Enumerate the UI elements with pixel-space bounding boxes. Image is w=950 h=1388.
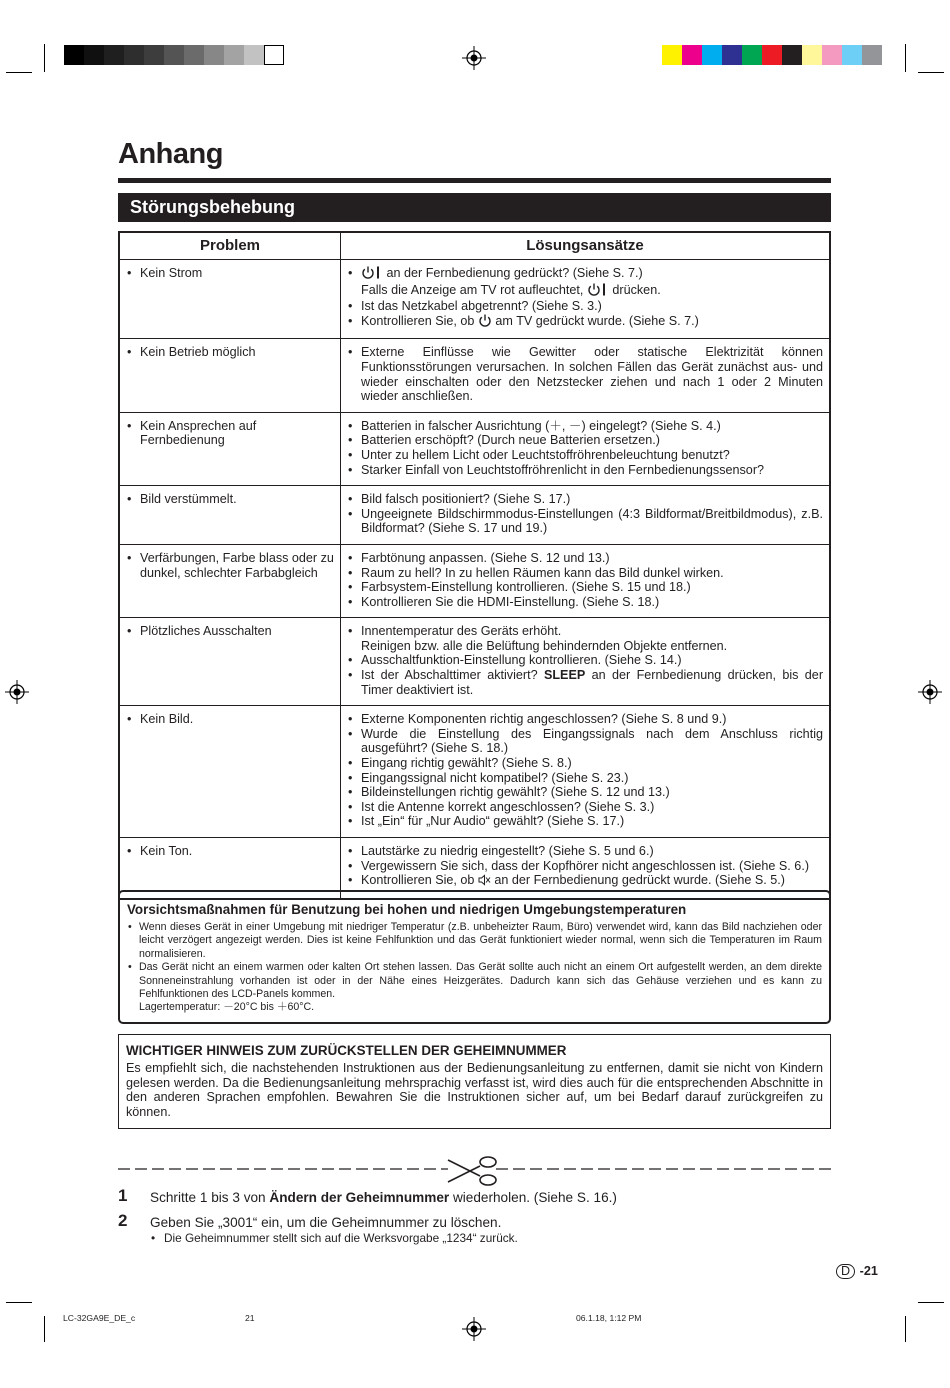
color-swatch: [662, 45, 682, 65]
color-swatch: [782, 45, 802, 65]
scissors-icon: [446, 1152, 500, 1186]
color-swatch: [682, 45, 702, 65]
registration-mark-icon: [5, 680, 29, 704]
color-swatch: [842, 45, 862, 65]
table-row: [119, 412, 830, 485]
list-item: • Externe Einflüsse wie Gewitter oder statische Elektrizität können Funktionsstörungen verursachen. In solchen Fällen das Gerät zunächst aus- und wieder einschalten oder den Netzstecker ziehen und nach 1 oder 2 Minuten wieder anschließen.: [347, 345, 823, 403]
problem-cell: [119, 260, 341, 339]
table-row: [119, 260, 830, 339]
problem-text: • Verfärbungen, Farbe blass oder zu dunkel, schlechter Farbabgleich: [126, 551, 334, 580]
color-swatch: [862, 45, 882, 65]
table-row: [119, 339, 830, 412]
gray-swatch: [264, 45, 284, 65]
solution-cell: [341, 544, 831, 617]
problem-cell: [119, 618, 341, 706]
list-item: • Wenn dieses Gerät in einer Umgebung mit niedriger Temperatur (z.B. unbeheizter Raum, Büro) verwendet wird, kann das Bild nachziehen oder leicht verzögert angezeigt werden. Dies ist keine Fehlfunktion und das Gerät funktioniert wieder normal, wenn sich die Temperaturen im Raum normalisieren.: [127, 921, 822, 961]
column-header-solution: Lösungsansätze: [341, 232, 831, 260]
solution-cell: [341, 412, 831, 485]
list-item: • Kontrollieren Sie die HDMI-Einstellung. (Siehe S. 18.): [347, 595, 823, 610]
crop-mark: [918, 72, 944, 73]
list-item: • Bild falsch positioniert? (Siehe S. 17.): [347, 492, 823, 507]
crop-mark: [918, 1302, 944, 1303]
problem-cell: [119, 544, 341, 617]
footer-date: 06.1.18, 1:12 PM: [576, 1313, 642, 1323]
caution-box: [118, 890, 831, 1024]
footer-page: 21: [245, 1313, 255, 1323]
problem-cell: [119, 412, 341, 485]
solution-cell: [341, 706, 831, 838]
caution-title: Vorsichtsmaßnahmen für Benutzung bei hohen und niedrigen Umgebungstemperaturen: [127, 902, 687, 917]
color-swatch: [702, 45, 722, 65]
gray-swatch: [104, 45, 124, 65]
list-item: • Innentemperatur des Geräts erhöht. Reinigen bzw. alle die Belüftung behindernden Objekte entfernen.: [347, 624, 823, 653]
column-header-problem: Problem: [119, 232, 341, 260]
gray-swatch: [244, 45, 264, 65]
list-item: • Farbtönung anpassen. (Siehe S. 12 und 13.): [347, 551, 823, 566]
table-row: [119, 544, 830, 617]
list-item: • Wurde die Einstellung des Eingangssignals nach dem Anschluss richtig ausgeführt? (Siehe S. 18.): [347, 727, 823, 756]
problem-text: • Kein Ansprechen auf Fernbedienung: [126, 419, 334, 448]
solution-cell: [341, 618, 831, 706]
problem-text: • Kein Strom: [126, 266, 334, 281]
color-swatch: [722, 45, 742, 65]
list-item: • Raum zu hell? In zu hellen Räumen kann das Bild dunkel wirken.: [347, 566, 823, 581]
list-item: • Batterien in falscher Ausrichtung (＋, －) eingelegt? (Siehe S. 4.): [347, 419, 823, 434]
troubleshooting-table: [118, 231, 831, 900]
pin-reset-notice: [118, 1034, 831, 1129]
list-item: • Das Gerät nicht an einem warmen oder kalten Ort stehen lassen. Das Gerät sollte auch nicht an einem Ort aufgestellt werden, an dem direkte Sonneneinstrahlung vorhanden ist oder in der Nähe eines Heizgerätes. Dadurch kann sich das Gehäuse verziehen und es kann zu Fehlfunktionen des LCD-Panels kommen.: [127, 961, 822, 1001]
list-item: • Ungeeignete Bildschirmmodus-Einstellungen (4:3 Bildformat/Breitbildmodus), z.B. Bildformat? (Siehe S. 17 und 19.): [347, 507, 823, 536]
footer-filename: LC-32GA9E_DE_c: [63, 1313, 136, 1323]
problem-text: • Bild verstümmelt.: [126, 492, 334, 507]
step-number: 1: [118, 1186, 128, 1205]
list-item: • Eingangssignal nicht kompatibel? (Siehe S. 23.): [347, 771, 823, 786]
notice-text: Es empfiehlt sich, die nachstehenden Instruktionen aus der Bedienungsanleitung zu entfernen, damit sie nicht von Kindern gelesen werden. Da die Bedienungsanleitung mehrsprachig verfasst ist, wird dies auch für die entsprechenden Abschnitte in den anderen Sprachen empfohlen. Bewahren Sie die Instruktionen sicher auf, um bei Bedarf darauf zurückgreifen zu können.: [126, 1061, 823, 1119]
gray-swatch: [204, 45, 224, 65]
color-swatch: [742, 45, 762, 65]
section-heading: Störungsbehebung: [118, 193, 831, 222]
solution-cell: [341, 339, 831, 412]
crop-mark: [6, 72, 32, 73]
problem-text: • Kein Ton.: [126, 844, 334, 859]
gray-swatch: [124, 45, 144, 65]
registration-mark-icon: [462, 1317, 486, 1341]
power-button-icon: [587, 283, 609, 300]
list-item: • Ausschaltfunktion-Einstellung kontrollieren. (Siehe S. 14.): [347, 653, 823, 668]
solution-cell: [341, 486, 831, 545]
crop-mark: [44, 1316, 45, 1342]
crop-mark: [6, 1302, 32, 1303]
color-swatch: [822, 45, 842, 65]
title-rule: [118, 178, 831, 183]
color-swatch: [802, 45, 822, 65]
table-row: [119, 486, 830, 545]
problem-cell: [119, 486, 341, 545]
power-icon: [478, 314, 492, 331]
crop-mark: [905, 44, 906, 72]
solution-cell: [341, 260, 831, 339]
gray-swatch: [184, 45, 204, 65]
sleep-key-label: SLEEP: [543, 668, 586, 683]
step-text: Schritte 1 bis 3 von Ändern der Geheimnummer wiederholen. (Siehe S. 16.): [150, 1190, 617, 1205]
crop-mark: [905, 1316, 906, 1342]
gray-swatch: [164, 45, 184, 65]
step-subtext: • Die Geheimnummer stellt sich auf die Werksvorgabe „1234“ zurück.: [150, 1231, 518, 1245]
problem-text: • Kein Betrieb möglich: [126, 345, 334, 360]
problem-text: • Kein Bild.: [126, 712, 334, 727]
table-header-row: [119, 232, 830, 260]
color-swatch: [762, 45, 782, 65]
list-item: • Farbsystem-Einstellung kontrollieren. (Siehe S. 15 und 18.): [347, 580, 823, 595]
step-number: 2: [118, 1211, 128, 1230]
list-item: • Ist „Ein“ für „Nur Audio“ gewählt? (Siehe S. 17.): [347, 814, 823, 829]
page-title: Anhang: [118, 138, 223, 170]
list-item: • Kontrollieren Sie, ob am TV gedrückt wurde. (Siehe S. 7.): [347, 314, 823, 331]
gray-swatch: [224, 45, 244, 65]
problem-text: • Plötzliches Ausschalten: [126, 624, 334, 639]
mute-icon: [478, 874, 491, 890]
gray-swatch: [64, 45, 84, 65]
list-item: • Vergewissern Sie sich, dass der Kopfhörer nicht angeschlossen ist. (Siehe S. 6.): [347, 859, 823, 874]
problem-cell: [119, 339, 341, 412]
registration-mark-icon: [462, 46, 486, 70]
registration-mark-icon: [918, 680, 942, 704]
list-item: • Eingang richtig gewählt? (Siehe S. 8.): [347, 756, 823, 771]
table-row: [119, 618, 830, 706]
notice-title: WICHTIGER HINWEIS ZUM ZURÜCKSTELLEN DER GEHEIMNUMMER: [126, 1043, 567, 1058]
storage-temperature: Lagertemperatur: －20°C bis ＋60°C.: [139, 1001, 315, 1014]
list-item: • Lautstärke zu niedrig eingestellt? (Siehe S. 5 und 6.): [347, 844, 823, 859]
list-item: • Starker Einfall von Leuchtstoffröhrenlicht in den Fernbedienungssensor?: [347, 463, 823, 478]
problem-cell: [119, 706, 341, 838]
list-item: • Batterien erschöpft? (Durch neue Batterien ersetzen.): [347, 433, 823, 448]
step-text: Geben Sie „3001“ ein, um die Geheimnummer zu löschen.: [150, 1215, 502, 1230]
list-item: • Ist die Antenne korrekt angeschlossen? (Siehe S. 3.): [347, 800, 823, 815]
language-badge: D: [836, 1264, 855, 1279]
list-item: • Externe Komponenten richtig angeschlossen? (Siehe S. 8 und 9.): [347, 712, 823, 727]
list-item: • an der Fernbedienung gedrückt? (Siehe S. 7.) Falls die Anzeige am TV rot aufleuchtet, drücken.: [347, 266, 823, 299]
gray-swatch: [84, 45, 104, 65]
list-item: • Ist der Abschalttimer aktiviert? SLEEP an der Fernbedienung drücken, bis der Timer deaktiviert ist.: [347, 668, 823, 697]
page-number: D -21: [836, 1264, 878, 1279]
gray-swatch: [144, 45, 164, 65]
table-row: [119, 706, 830, 838]
crop-mark: [44, 44, 45, 72]
list-item: • Ist das Netzkabel abgetrennt? (Siehe S. 3.): [347, 299, 823, 314]
list-item: • Bildeinstellungen richtig gewählt? (Siehe S. 12 und 13.): [347, 785, 823, 800]
list-item: • Kontrollieren Sie, ob an der Fernbedienung gedrückt wurde. (Siehe S. 5.): [347, 873, 823, 890]
power-button-icon: [361, 266, 383, 283]
list-item: • Unter zu hellem Licht oder Leuchtstoffröhrenbeleuchtung benutzt?: [347, 448, 823, 463]
